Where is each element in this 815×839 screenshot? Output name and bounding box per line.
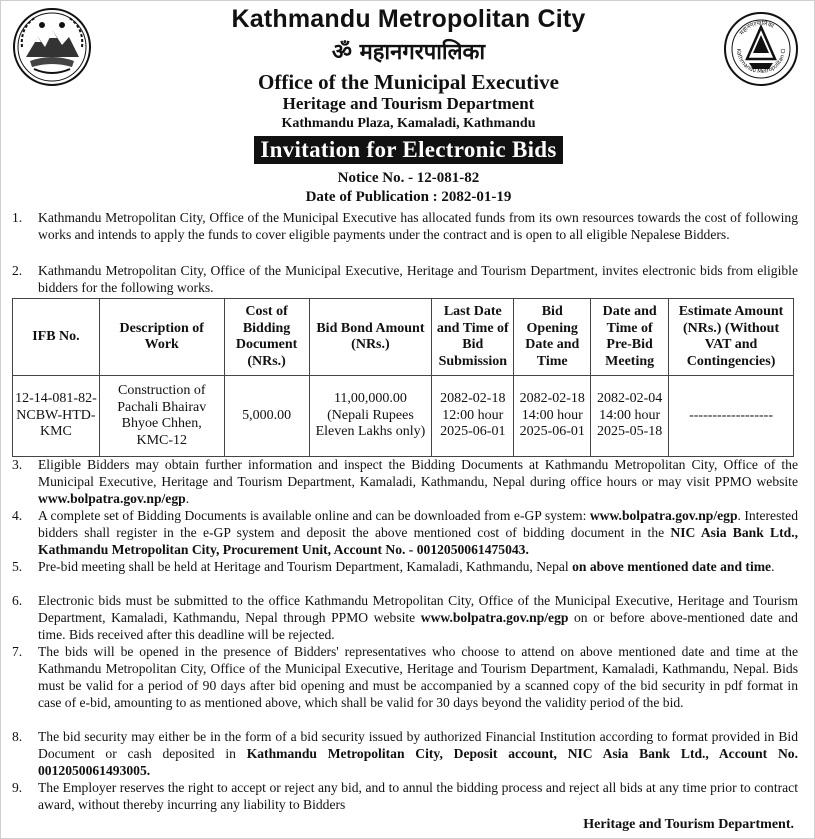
publication-date: Date of Publication : 2082-01-19 bbox=[305, 189, 512, 205]
column-header: Bid Opening Date and Time bbox=[514, 299, 591, 376]
paragraph-number: 4. bbox=[12, 508, 23, 523]
paragraph-text: The Employer reserves the right to accept or reject any bid, and to annul the bidding process and reject all bids at any time prior to contract award, without thereby incurring any liability to Bidders bbox=[38, 780, 798, 812]
paragraph-text-part: . Interested bidders shall register in the e-GP system and deposit the above mentioned cost of bidding document in the bbox=[38, 508, 798, 540]
paragraph-text-part: Electronic bids must be submitted to the office Kathmandu Metropolitan City, Office of the Municipal Executive, Heritage and Tourism Department, Kamaladi, Kathmandu, Nepal through PPMO website bbox=[38, 593, 798, 625]
paragraph-text-part: A complete set of Bidding Documents is available online and can be downloaded from e-GP system: bbox=[38, 508, 590, 523]
department-title: Heritage and Tourism Department bbox=[282, 94, 535, 113]
paragraph-number: 9. bbox=[12, 780, 23, 795]
website-link[interactable]: www.bolpatra.gov.np/egp bbox=[38, 491, 186, 506]
works-table bbox=[12, 298, 794, 457]
seal-text-nepali: महानगरपालिका bbox=[738, 19, 775, 37]
paragraph-text-part: . bbox=[771, 559, 775, 574]
paragraph-text: The bids will be opened in the presence of Bidders' representatives who choose to attend on above mentioned date and time at the Kathmandu Metropolitan City, Office of the Municipal Executive, Heritage and Tourism Department, Kamaladi, Kathmandu, Nepal. Bids must be valid for a period of 90 days after bid opening and must be accompanied by a scanned copy of the bid security in pdf format in case of e-bid, amounting to as mentioned above, which shall be valid for 30 days beyond the validity period of the bid. bbox=[38, 644, 798, 710]
table-header-row bbox=[13, 299, 794, 376]
paragraph-text bbox=[38, 558, 798, 575]
paragraph-text bbox=[38, 728, 798, 779]
website-link[interactable]: www.bolpatra.gov.np/egp bbox=[589, 508, 738, 523]
bank-account-text: NIC Asia Bank Ltd., Kathmandu Metropolitan City, Procurement Unit, Account No. - 0012050061475043. bbox=[38, 525, 798, 557]
submission-date: 2082-02-18 bbox=[440, 391, 506, 407]
bid-bond-cell: 11,00,000.00 (Nepali Rupees Eleven Lakhs only) bbox=[309, 376, 432, 457]
paragraph-text-part: . bbox=[185, 491, 190, 506]
city-title: Kathmandu Metropolitan City bbox=[231, 5, 586, 33]
opening-time: 14:00 hour bbox=[521, 407, 583, 423]
website-link[interactable]: www.bolpatra.gov.np/egp bbox=[420, 610, 569, 625]
paragraph-text bbox=[38, 507, 798, 558]
paragraph-text: Kathmandu Metropolitan City, Office of the Municipal Executive has allocated funds from its own resources towards the cost of following works and intends to apply the funds to cover eligible payments under the contract and is open to all eligible Nepalese Bidders. bbox=[38, 210, 798, 242]
ifb-number-cell: 12-14-081-82-NCBW-HTD-KMC bbox=[13, 376, 100, 457]
submission-time: 12:00 hour bbox=[442, 407, 504, 423]
prebid-date-ad: 2025-05-18 bbox=[596, 424, 663, 440]
column-header: Date and Time of Pre-Bid Meeting bbox=[591, 299, 669, 376]
column-header: Last Date and Time of Bid Submission bbox=[432, 299, 514, 376]
paragraph-text-part: on or before above-mentioned date and time. Bids received after this deadline will be rejected. bbox=[38, 610, 798, 642]
column-header: IFB No. bbox=[13, 299, 100, 376]
signature-department: Heritage and Tourism Department. bbox=[583, 817, 794, 832]
column-header: Description of Work bbox=[99, 299, 224, 376]
seal-text: Kathmandu Metropolitan Ci bbox=[734, 48, 788, 76]
paragraph-number: 1. bbox=[12, 210, 23, 225]
paragraph-number: 2. bbox=[12, 263, 23, 278]
opening-cell bbox=[514, 376, 591, 457]
notice-banner: Invitation for Electronic Bids bbox=[254, 136, 562, 164]
meeting-note: on above mentioned date and time bbox=[572, 559, 772, 574]
paragraph-text: Kathmandu Metropolitan City, Office of the Municipal Executive, Heritage and Tourism Department, invites electronic bids from eligible bidders for the following works. bbox=[38, 263, 798, 295]
column-header: Bid Bond Amount (NRs.) bbox=[309, 299, 432, 376]
opening-date-ad: 2025-06-01 bbox=[519, 424, 585, 440]
estimate-cell: ------------------ bbox=[669, 376, 794, 457]
paragraph-text-part: Pre-bid meeting shall be held at Heritage and Tourism Department, Kamaladi, Kathmandu, Nepal bbox=[38, 559, 573, 574]
deposit-account-text: Kathmandu Metropolitan City, Deposit account, NIC Asia Bank Ltd., Account No. 0012050061493005. bbox=[38, 746, 798, 778]
banner-wrap bbox=[1, 136, 815, 164]
cost-cell: 5,000.00 bbox=[224, 376, 309, 457]
submission-date-ad: 2025-06-01 bbox=[440, 424, 506, 440]
column-header: Estimate Amount (NRs.) (Without VAT and Contingencies) bbox=[669, 299, 794, 376]
column-header: Cost of Bidding Document (NRs.) bbox=[224, 299, 309, 376]
prebid-time: 14:00 hour bbox=[599, 407, 661, 423]
description-cell: Construction of Pachali Bhairav Bhyoe Chhen, KMC-12 bbox=[99, 376, 224, 457]
paragraph-text bbox=[38, 456, 798, 507]
paragraph-text-part: Eligible Bidders may obtain further information and inspect the Bidding Documents at Kathmandu Metropolitan City, Office of the Municipal Executive, Heritage and Tourism Department, Kamaladi, Kathmandu, Nepal during office hours or may visit PPMO website bbox=[38, 457, 798, 489]
table-row bbox=[13, 376, 794, 457]
paragraph-text-part: The bid security may either be in the form of a bid security issued by authorized Financial Institution according to format provided in Bid Document or cash deposited in bbox=[38, 729, 798, 761]
address: Kathmandu Plaza, Kamaladi, Kathmandu bbox=[281, 116, 536, 131]
office-title: Office of the Municipal Executive bbox=[258, 70, 559, 94]
paragraph-number: 6. bbox=[12, 593, 23, 608]
paragraph-number: 5. bbox=[12, 559, 23, 574]
opening-date: 2082-02-18 bbox=[519, 391, 585, 407]
prebid-cell bbox=[591, 376, 669, 457]
submission-cell bbox=[432, 376, 514, 457]
paragraph-text bbox=[38, 592, 798, 643]
paragraph-number: 8. bbox=[12, 729, 23, 744]
prebid-date: 2082-02-04 bbox=[596, 391, 663, 407]
paragraph-number: 3. bbox=[12, 457, 23, 472]
notice-number: Notice No. - 12-081-82 bbox=[337, 170, 480, 186]
paragraph-number: 7. bbox=[12, 644, 23, 659]
city-title-nepali: ॐ महानगरपालिका bbox=[331, 39, 486, 65]
